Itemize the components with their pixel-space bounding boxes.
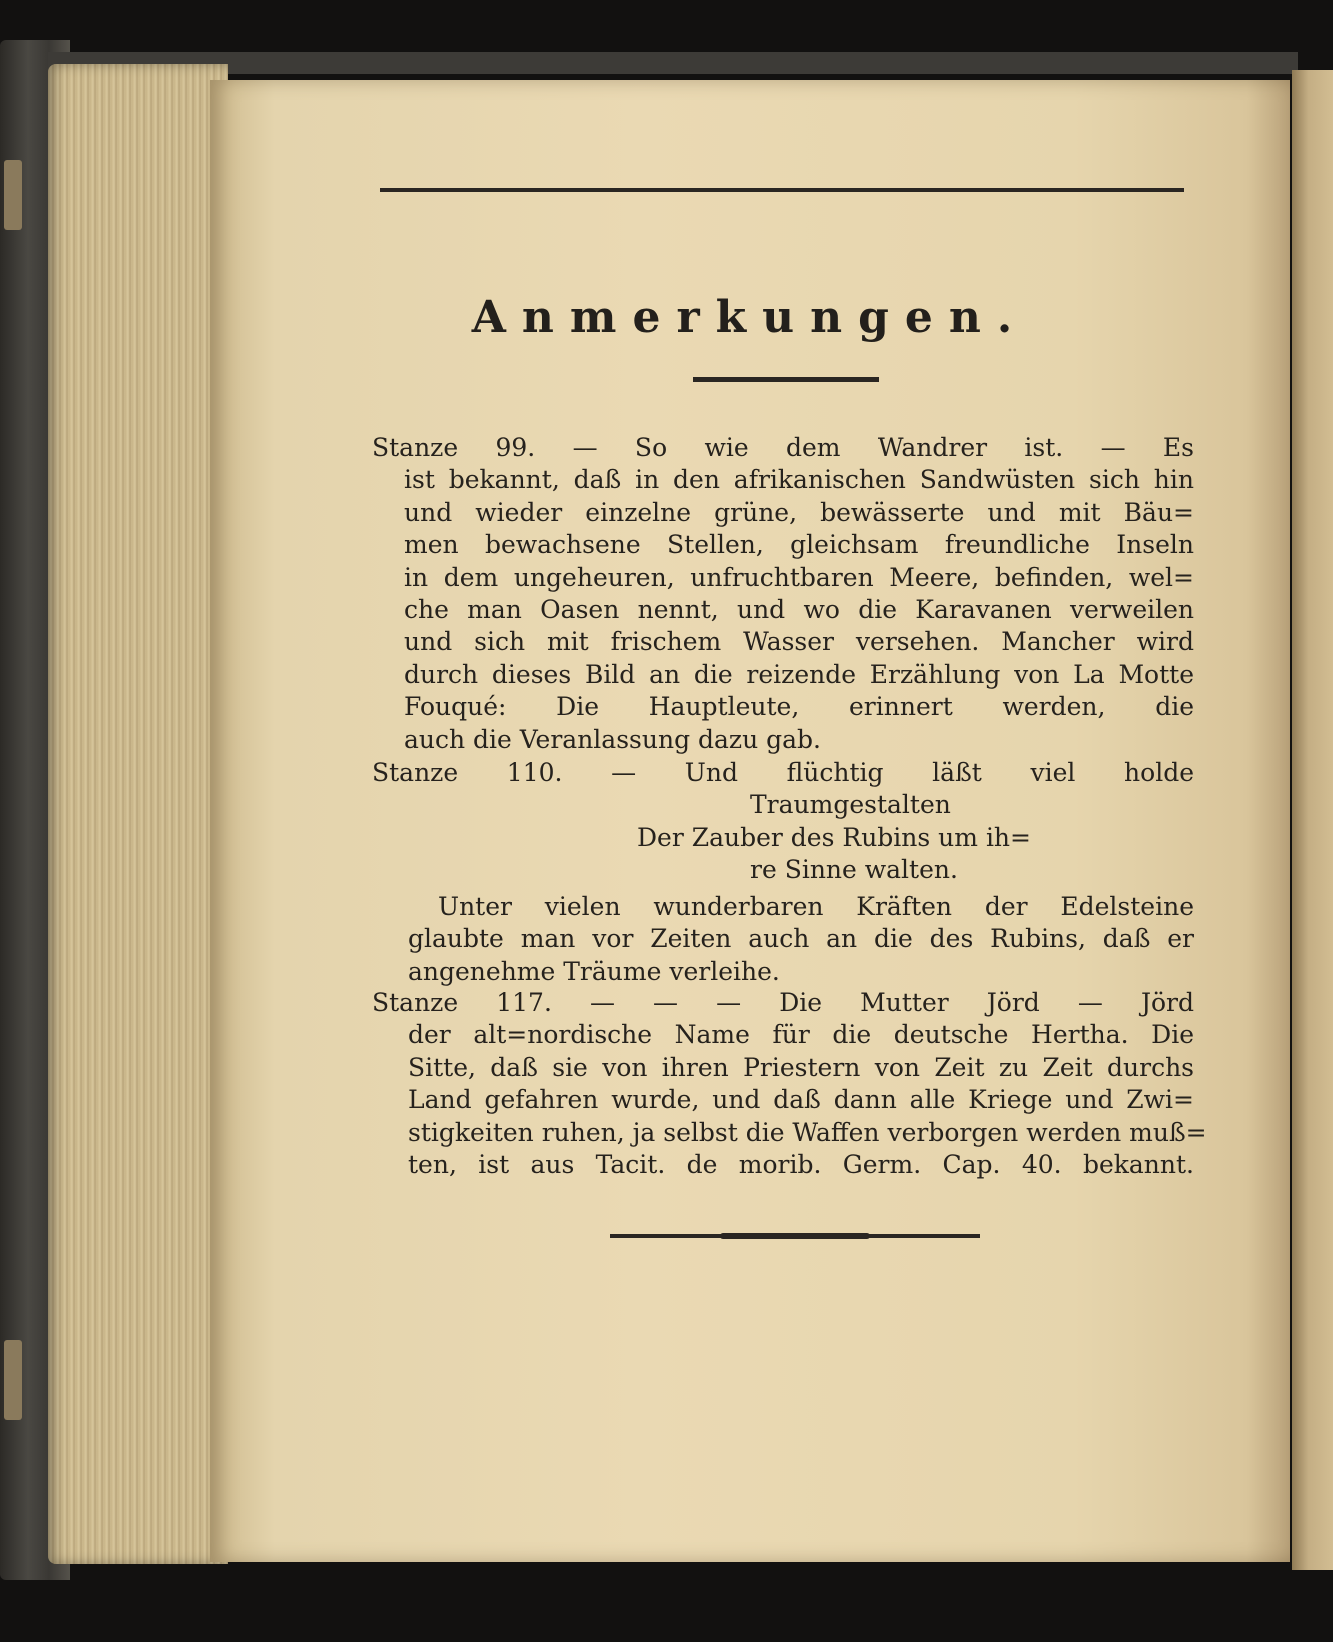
text-line: der alt=nordische Name für die deutsche Hertha. Die (408, 1020, 1194, 1050)
text-line: Land gefahren wurde, und daß dann alle Kriege und Zwi= (408, 1085, 1194, 1115)
text-line: re Sinne walten. (750, 855, 958, 885)
text-line: und sich mit frischem Wasser versehen. Mancher wird (404, 627, 1194, 657)
note-stanze-117 (372, 987, 1207, 1181)
text-line: auch die Veranlassung dazu gab. (404, 724, 822, 754)
text-line: Fouqué: Die Hauptleute, erinnert werden, die (404, 692, 1194, 722)
title-rule (693, 377, 879, 382)
facing-page (1292, 70, 1333, 1570)
binding-tab (4, 160, 22, 230)
text-line: Der Zauber des Rubins um ih= (637, 822, 1031, 852)
text-line: Unter vielen wunderbaren Kräften der Edelsteine (438, 892, 1194, 921)
note-rubin (408, 891, 1194, 988)
text-line: und wieder einzelne grüne, bewässerte und mit Bäu= (404, 497, 1194, 527)
text-line: che man Oasen nennt, und wo die Karavanen verweilen (404, 594, 1194, 624)
note-stanze-110 (372, 757, 1194, 887)
text-line: Stanze 110. — Und flüchtig läßt viel holde (372, 758, 1194, 787)
text-line: men bewachsene Stellen, gleichsam freundliche Inseln (404, 530, 1194, 560)
text-line: ist bekannt, daß in den afrikanischen Sandwüsten sich hin (404, 465, 1194, 495)
note-stanze-99 (372, 432, 1194, 756)
text-line: Sitte, daß sie von ihren Priestern von Zeit zu Zeit durchs (408, 1052, 1194, 1082)
text-line: Traumgestalten (750, 790, 951, 820)
text-line: Stanze 117. — — — Die Mutter Jörd — Jörd (372, 988, 1194, 1017)
page-edges (48, 64, 228, 1564)
text-line: ten, ist aus Tacit. de morib. Germ. Cap. 40. bekannt. (408, 1149, 1194, 1179)
text-line: glaubte man vor Zeiten auch an die des Rubins, daß er (408, 924, 1194, 954)
text-line: angenehme Träume verleihe. (408, 956, 780, 986)
page-title: Anmerkungen. (471, 292, 1029, 343)
text-line: Stanze 99. — So wie dem Wandrer ist. — Es (372, 433, 1194, 462)
text-line: durch dieses Bild an die reizende Erzählung von La Motte (404, 659, 1194, 689)
page-block-top (48, 52, 1298, 74)
bottom-rule-swell (720, 1233, 870, 1239)
top-rule (380, 188, 1184, 192)
binding-tab (4, 1340, 22, 1420)
text-line: stigkeiten ruhen, ja selbst die Waffen verborgen werden muß= (408, 1117, 1207, 1147)
text-line: in dem ungeheuren, unfruchtbaren Meere, befinden, wel= (404, 562, 1194, 592)
